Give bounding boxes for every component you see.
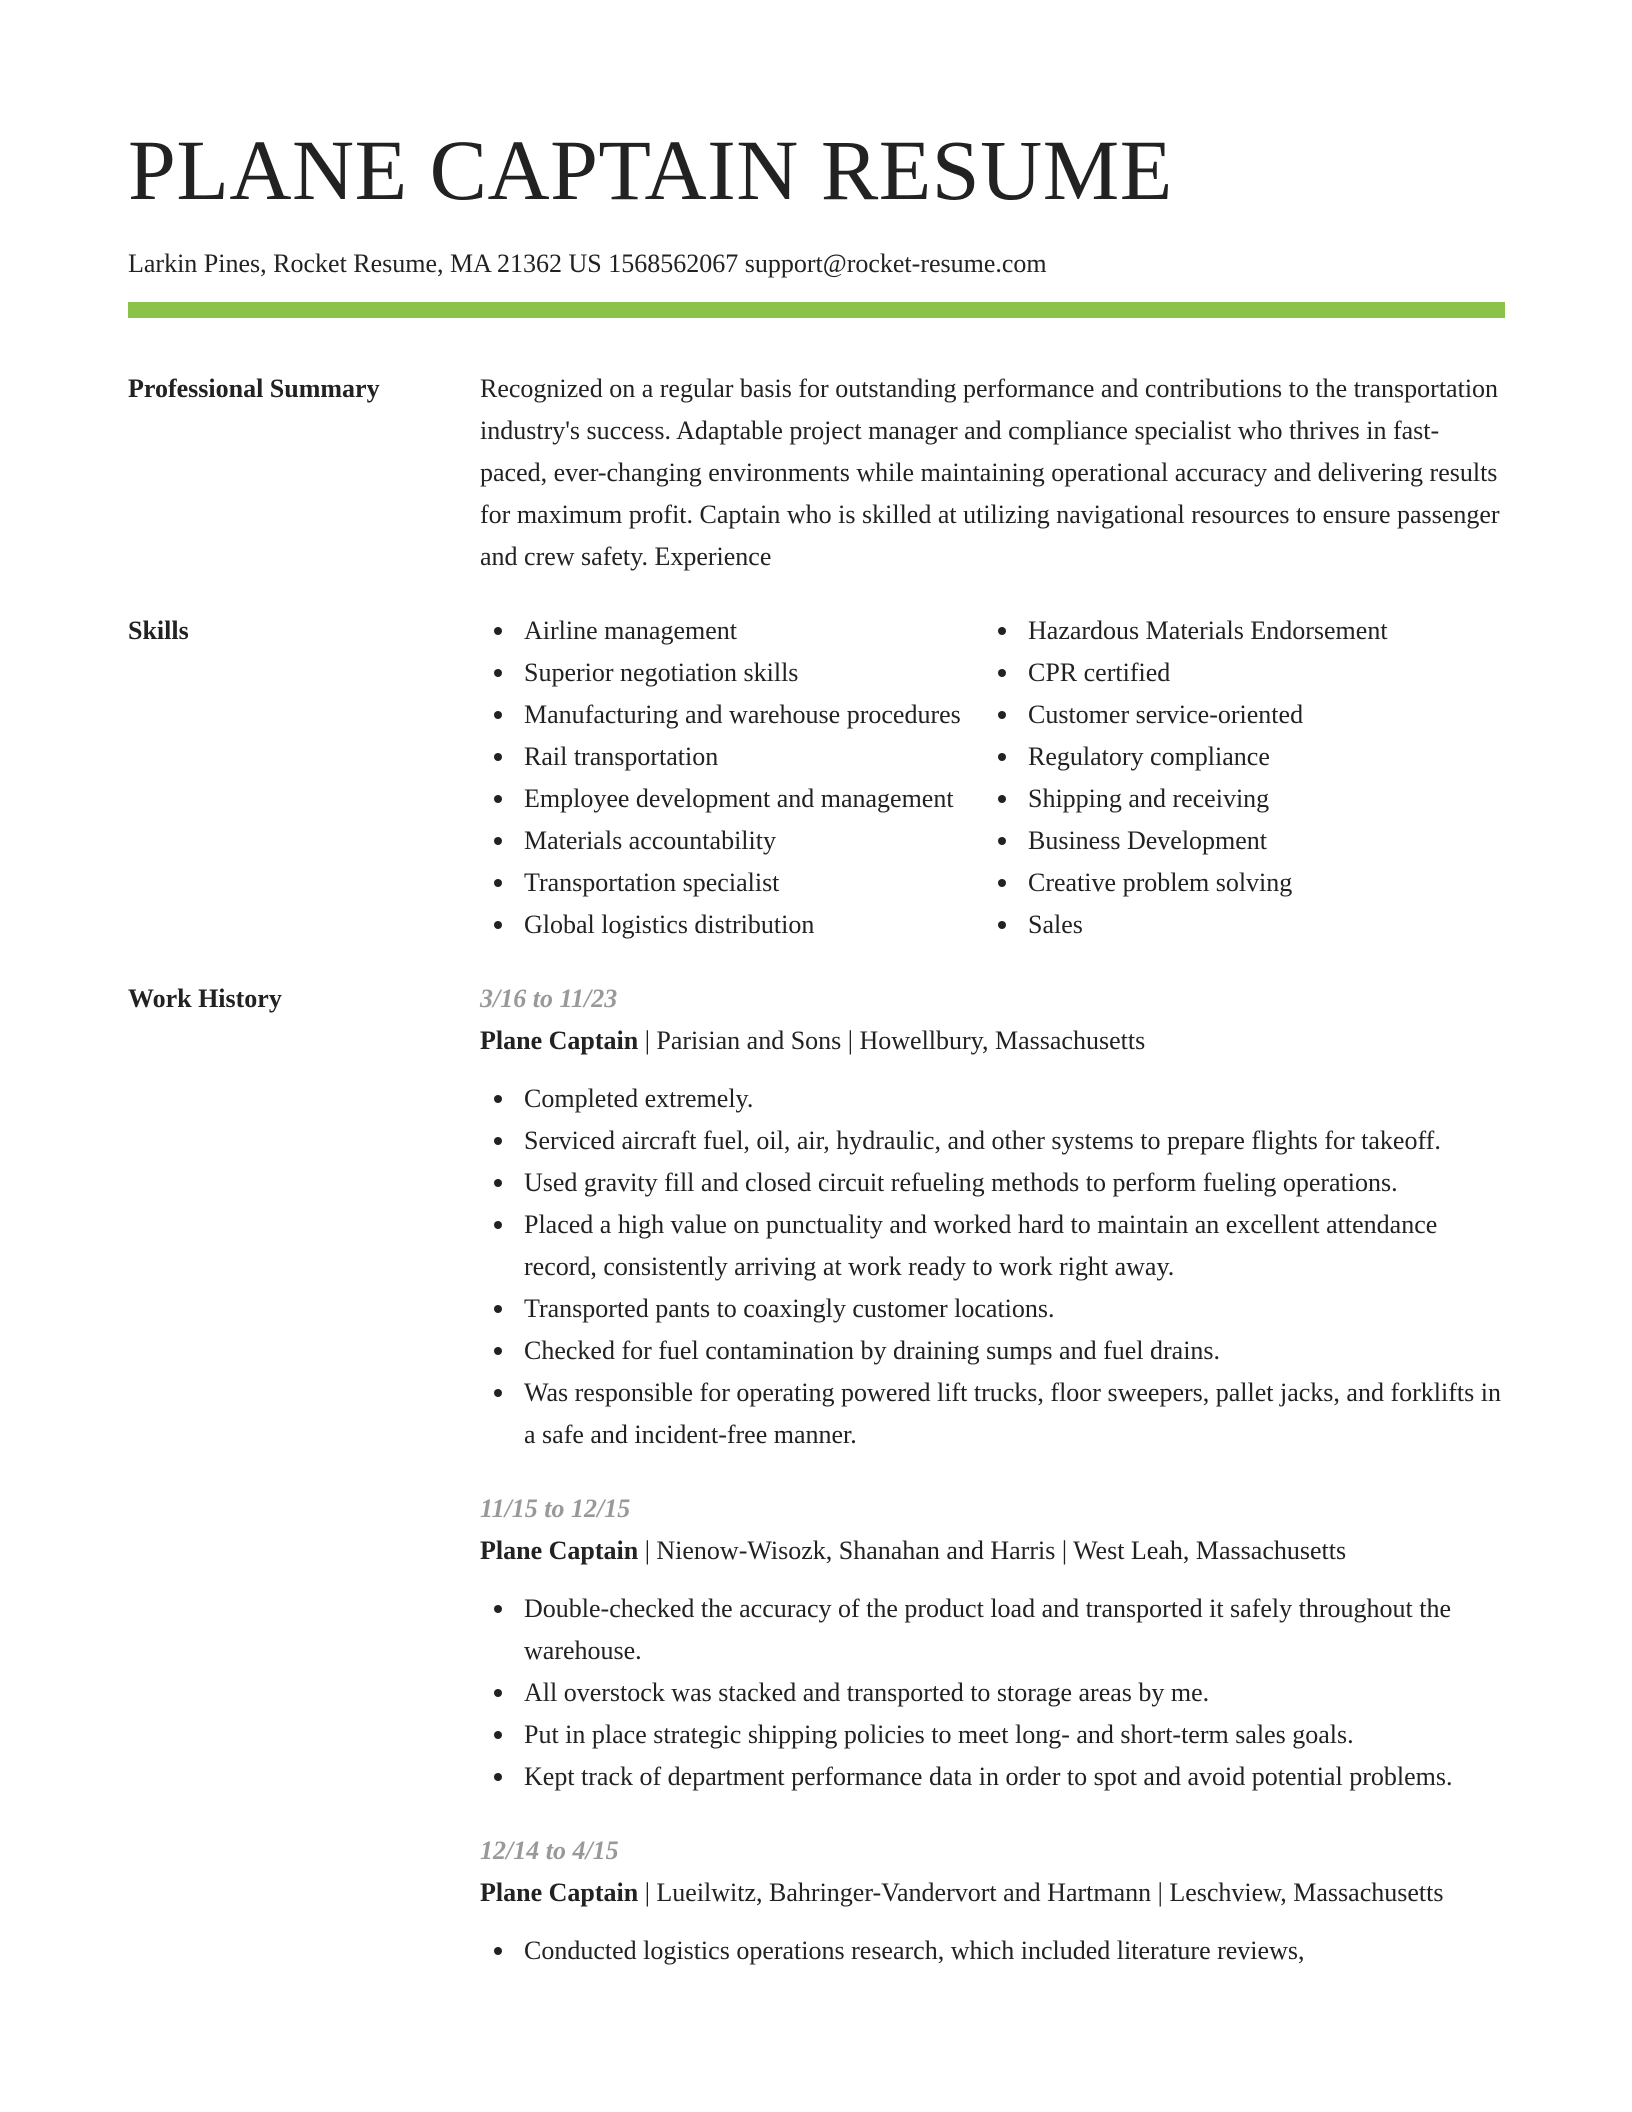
work-history-section <box>128 978 1505 2004</box>
job-duty: Used gravity fill and closed circuit refueling methods to perform fueling operations. <box>480 1162 1505 1204</box>
resume-page <box>128 120 1505 2004</box>
skill-item: Customer service-oriented <box>984 694 1504 736</box>
job-duties-list <box>480 1930 1505 1972</box>
skill-item: Transportation specialist <box>480 862 984 904</box>
job-dates: 12/14 to 4/15 <box>480 1836 619 1865</box>
job-duty: Conducted logistics operations research, which included literature reviews, <box>480 1930 1505 1972</box>
skill-item: Employee development and management <box>480 778 984 820</box>
job-duty: Put in place strategic shipping policies to meet long- and short-term sales goals. <box>480 1714 1505 1756</box>
job-duty: Placed a high value on punctuality and worked hard to maintain an excellent attendance record, consistently arriving at work ready to work right away. <box>480 1204 1505 1288</box>
job-duty: Was responsible for operating powered lift trucks, floor sweepers, pallet jacks, and forklifts in a safe and incident-free manner. <box>480 1372 1505 1456</box>
job-details: | Nienow-Wisozk, Shanahan and Harris | West Leah, Massachusetts <box>638 1536 1347 1565</box>
summary-text: Recognized on a regular basis for outstanding performance and contributions to the transportation industry's success. Adaptable project manager and compliance specialist who thrives in fast-paced, ever-changing environments while maintaining operational accuracy and delivering results for maximum profit. Captain who is skilled at utilizing navigational resources to ensure passenger and crew safety. Experience <box>480 374 1500 571</box>
job-details: | Lueilwitz, Bahringer-Vandervort and Hartmann | Leschview, Massachusetts <box>638 1878 1444 1907</box>
skill-item: Rail transportation <box>480 736 984 778</box>
skills-list-right <box>984 610 1504 946</box>
skill-item: Shipping and receiving <box>984 778 1504 820</box>
contact-line: Larkin Pines, Rocket Resume, MA 21362 US 1568562067 support@rocket-resume.com <box>128 249 1047 278</box>
job-entry <box>480 1830 1505 1972</box>
job-duty: Transported pants to coaxingly customer locations. <box>480 1288 1505 1330</box>
job-title: Plane Captain <box>480 1536 639 1565</box>
skill-item: Materials accountability <box>480 820 984 862</box>
skill-item: Creative problem solving <box>984 862 1504 904</box>
professional-summary-section <box>128 368 1505 578</box>
skill-item: Global logistics distribution <box>480 904 984 946</box>
job-entry <box>480 978 1505 1456</box>
job-duties-list <box>480 1078 1505 1456</box>
accent-divider <box>128 302 1505 318</box>
skill-item: Hazardous Materials Endorsement <box>984 610 1504 652</box>
skill-item: Business Development <box>984 820 1504 862</box>
job-duty: Checked for fuel contamination by draining sumps and fuel drains. <box>480 1330 1505 1372</box>
job-dates: 3/16 to 11/23 <box>480 984 618 1013</box>
skills-grid <box>480 610 1505 946</box>
job-details: | Parisian and Sons | Howellbury, Massachusetts <box>638 1026 1146 1055</box>
skill-item: Airline management <box>480 610 984 652</box>
work-history-body <box>480 978 1505 2004</box>
job-title: Plane Captain <box>480 1026 639 1055</box>
job-duty: Serviced aircraft fuel, oil, air, hydraulic, and other systems to prepare flights for takeoff. <box>480 1120 1505 1162</box>
job-entry <box>480 1488 1505 1798</box>
job-duty: Kept track of department performance data in order to spot and avoid potential problems. <box>480 1756 1505 1798</box>
job-title-line <box>480 1872 1505 1914</box>
job-duties-list <box>480 1588 1505 1798</box>
skills-list-left <box>480 610 984 946</box>
resume-title: PLANE CAPTAIN RESUME <box>128 122 1173 218</box>
job-title-line <box>480 1020 1505 1062</box>
job-duty: All overstock was stacked and transported to storage areas by me. <box>480 1672 1505 1714</box>
skill-item: Regulatory compliance <box>984 736 1504 778</box>
job-duty: Completed extremely. <box>480 1078 1505 1120</box>
section-label-summary: Professional Summary <box>128 374 380 403</box>
skill-item: Superior negotiation skills <box>480 652 984 694</box>
skill-item: Sales <box>984 904 1504 946</box>
skill-item: Manufacturing and warehouse procedures <box>480 694 984 736</box>
skills-body <box>480 610 1505 946</box>
job-title-line <box>480 1530 1505 1572</box>
job-duty: Double-checked the accuracy of the product load and transported it safely throughout the warehouse. <box>480 1588 1505 1672</box>
skills-section <box>128 610 1505 946</box>
skill-item: CPR certified <box>984 652 1504 694</box>
section-label-work: Work History <box>128 984 282 1013</box>
job-title: Plane Captain <box>480 1878 639 1907</box>
section-label-skills: Skills <box>128 616 189 645</box>
job-dates: 11/15 to 12/15 <box>480 1494 631 1523</box>
